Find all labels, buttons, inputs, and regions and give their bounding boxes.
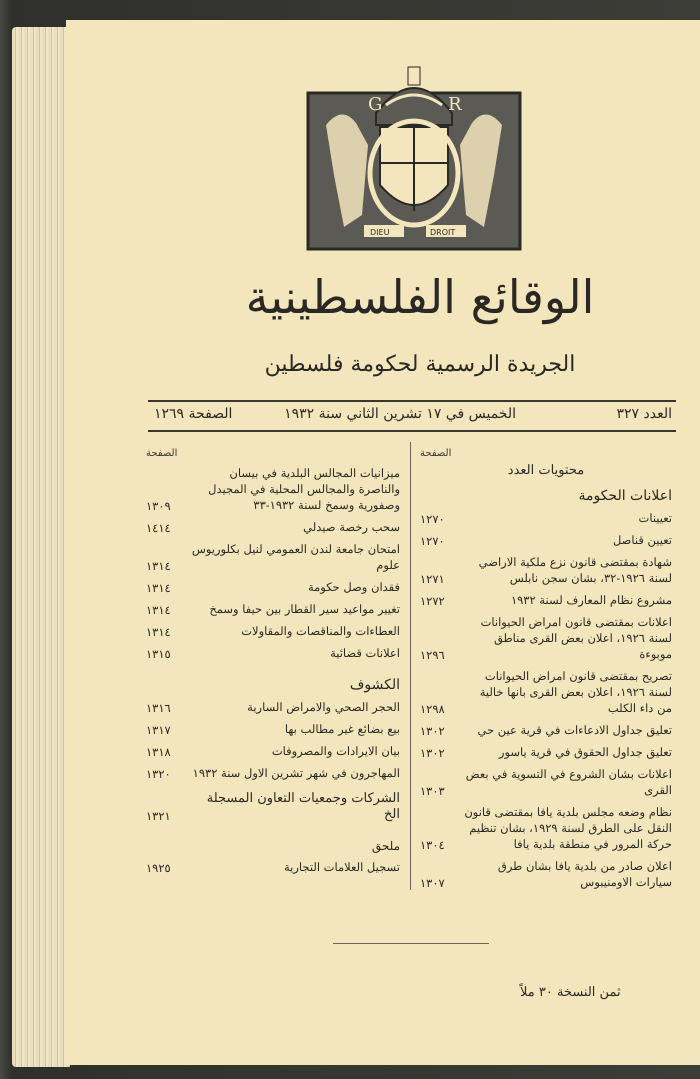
gazette-subtitle: الجريدة الرسمية لحكومة فلسطين [264,352,576,377]
toc-entry[interactable]: ميزانيات المجالس البلدية في بيسان والناصرة والمجالس المحلية في المجيدل وصفورية وسمخ لسنة ١٩٣٢-٣٣ ١٣٠٩ [146,466,400,513]
issue-header [148,404,676,428]
end-rule [333,943,489,944]
contents-heading: محتويات العدد [507,463,585,478]
toc-entry[interactable]: اعلانات بمقتضى قانون امراض الحيوانات لسنة ١٩٢٦، اعلان بعض القرى مناطق موبوءة ١٢٩٦ [420,615,672,662]
toc-entry[interactable]: تسجيل العلامات التجارية ١٩٢٥ [146,860,400,875]
toc-entry[interactable]: الحجر الصحي والامراض السارية ١٣١٦ [146,700,400,715]
header-rule-top [148,400,676,402]
toc-entry[interactable]: شهادة بمقتضى قانون نزع ملكية الاراضي لسنة ١٩٢٦-٣٢، بشان سجن نابلس ١٢٧١ [420,555,672,586]
page-label: الصفحة [420,448,452,459]
toc-entry[interactable]: المهاجرون في شهر تشرين الاول سنة ١٩٣٢ ١٣٢٠ [146,766,400,781]
svg-text:DIEU: DIEU [370,228,390,237]
toc-entry[interactable]: اعلانات بشان الشروع في التسوية في بعض القرى ١٣٠٣ [420,767,672,798]
toc-entry[interactable]: نظام وضعه مجلس بلدية يافا بمقتضى قانون النقل على الطرق لسنة ١٩٢٩، بشان تنظيم حركة المرور في منطقة بلدية يافا ١٣٠٤ [420,805,672,852]
svg-text:DROIT: DROIT [430,228,456,237]
section-supplement: ملحق [371,839,400,853]
toc-entry[interactable]: تغيير مواعيد سير القطار بين حيفا وسمخ ١٣١٤ [146,602,400,617]
svg-text:R: R [448,94,462,115]
page-label: الصفحة [146,448,178,459]
copy-price: ثمن النسخة ٣٠ ملاً [520,985,621,1000]
column-divider [410,442,411,890]
royal-coat-of-arms-icon [306,65,522,251]
toc-entry[interactable]: تعليق جداول الحقوق في قرية ياسور ١٣٠٢ [420,745,672,760]
toc-entry[interactable]: سحب رخصة صيدلي ١٤١٤ [146,520,400,535]
toc-entry[interactable]: اعلانات قضائية ١٣١٥ [146,646,400,661]
issue-date: الخميس في ١٧ تشرين الثاني سنة ١٩٣٢ [284,406,516,422]
gazette-title: الوقائع الفلسطينية [245,270,595,324]
svg-text:G: G [368,94,383,115]
page-number: الصفحة ١٢٦٩ [154,406,233,422]
toc-entry[interactable]: بيان الايرادات والمصروفات ١٣١٨ [146,744,400,759]
toc-entry-companies[interactable]: الشركات وجمعيات التعاون المسجلة الخ ١٣٢١ [146,791,400,823]
toc-entry[interactable]: اعلان صادر من بلدية يافا بشان طرق سيارات الاومنيبوس ١٣٠٧ [420,859,672,890]
contents-column-left [146,448,400,881]
page-edges [12,27,70,1067]
toc-entry[interactable]: بيع بضائع غير مطالب بها ١٣١٧ [146,722,400,737]
toc-entry[interactable]: تعيينات ١٢٧٠ [420,511,672,526]
section-kushuf: الكشوف [349,677,400,693]
header-rule-bottom [148,430,676,432]
toc-entry[interactable]: تعيين قناصل ١٢٧٠ [420,533,672,548]
issue-number: العدد ٣٢٧ [616,406,672,422]
contents-column-right [420,448,672,896]
section-title: اعلانات الحكومة [578,488,672,504]
toc-entry[interactable]: امتحان جامعة لندن العمومي لنيل بكلوريوس علوم ١٣١٤ [146,542,400,573]
toc-entry[interactable]: تصريح بمقتضى قانون امراض الحيوانات لسنة ١٩٢٦، اعلان بعض القرى بانها خالية من داء الكلب ١٢٩٨ [420,669,672,716]
toc-entry[interactable]: فقدان وصل حكومة ١٣١٤ [146,580,400,595]
toc-entry[interactable]: تعليق جداول الادعاءات في قرية عين حي ١٣٠٢ [420,723,672,738]
toc-entry[interactable]: العطاءات والمناقصات والمقاولات ١٣١٤ [146,624,400,639]
toc-entry[interactable]: مشروع نظام المعارف لسنة ١٩٣٢ ١٢٧٢ [420,593,672,608]
